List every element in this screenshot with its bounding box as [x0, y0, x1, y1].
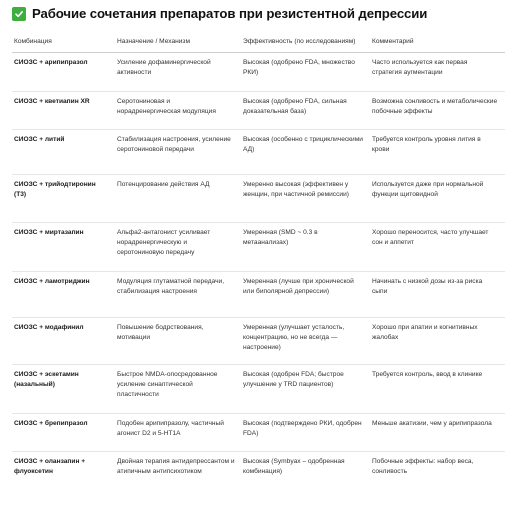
cell-efficacy: Высокая (одобрено FDA, сильная доказательная база) — [241, 91, 370, 129]
column-header-comment: Комментарий — [370, 30, 505, 53]
cell-mechanism: Повышение бодрствования, мотивации — [115, 317, 241, 364]
column-header-combination: Комбинация — [12, 30, 115, 53]
combinations-table — [12, 30, 505, 499]
cell-efficacy: Высокая (одобрен FDA; быстрое улучшение у TRD пациентов) — [241, 364, 370, 413]
check-box-icon — [12, 7, 26, 21]
cell-combination: СИОЗС + брепипразол — [12, 413, 115, 451]
cell-combination: СИОЗС + кветиапин XR — [12, 91, 115, 129]
cell-comment: Часто используется как первая стратегия аугментации — [370, 52, 505, 91]
table-row — [12, 451, 505, 499]
cell-mechanism: Альфа2-антагонист усиливает норадренергическую и серотониновую передачу — [115, 222, 241, 271]
table-row — [12, 174, 505, 222]
cell-efficacy: Умеренная (лучше при хронической или биполярной депрессии) — [241, 271, 370, 317]
cell-mechanism: Быстрое NMDA-опосредованное усиление синаптической пластичности — [115, 364, 241, 413]
title-row — [12, 0, 505, 22]
cell-mechanism: Двойная терапия антидепрессантом и атипичным антипсихотиком — [117, 457, 235, 475]
cell-combination: СИОЗС + эскетамин (назальный) — [12, 364, 115, 413]
cell-combination: СИОЗС + модафинил — [12, 317, 115, 364]
cell-mechanism: Стабилизация настроения, усиление серотониновой передачи — [115, 129, 241, 174]
cell-comment: Побочные эффекты: набор веса, сонливость — [372, 457, 474, 475]
cell-mechanism: Серотониновая и норадренергическая модуляция — [115, 91, 241, 129]
cell-efficacy: Высокая (особенно с трициклическими АД) — [241, 129, 370, 174]
cell-comment: Меньше акатизии, чем у арипипразола — [370, 413, 505, 451]
cell-combination: СИОЗС + оланзапин + флуоксетин — [14, 457, 86, 475]
table-row — [12, 222, 505, 271]
cell-efficacy: Умеренная (SMD ~ 0.3 в метаанализах) — [241, 222, 370, 271]
cell-efficacy: Умеренно высокая (эффективен у женщин, при частичной ремиссии) — [241, 174, 370, 222]
cell-mechanism: Усиление дофаминергической активности — [115, 52, 241, 91]
cell-comment: Возможна сонливость и метаболические побочные эффекты — [370, 91, 505, 129]
page-title: Рабочие сочетания препаратов при резистентной депрессии — [32, 6, 428, 21]
cell-comment: Начинать с низкой дозы из-за риска сыпи — [370, 271, 505, 317]
cell-combination: СИОЗС + трийодтиронин (Т3) — [12, 174, 115, 222]
table-row — [12, 271, 505, 317]
cell-efficacy: Умеренная (улучшает усталость, концентрацию, но не всегда — настроение) — [241, 317, 370, 364]
table-row — [12, 317, 505, 364]
table-row — [12, 52, 505, 91]
cell-combination: СИОЗС + ламотриджин — [12, 271, 115, 317]
cell-combination: СИОЗС + миртазапин — [12, 222, 115, 271]
table-row — [12, 91, 505, 129]
cell-efficacy: Высокая (одобрено FDA, множество РКИ) — [241, 52, 370, 91]
column-header-efficacy: Эффективность (по исследованиям) — [241, 30, 370, 53]
cell-comment: Используется даже при нормальной функции щитовидной — [370, 174, 505, 222]
cell-efficacy: Высокая (подтверждено РКИ, одобрен FDA) — [241, 413, 370, 451]
cell-combination: СИОЗС + арипипразол — [12, 52, 115, 91]
table-row — [12, 129, 505, 174]
table-row — [12, 364, 505, 413]
column-header-mechanism: Назначение / Механизм — [115, 30, 241, 53]
cell-comment: Хорошо при апатии и когнитивных жалобах — [370, 317, 505, 364]
cell-mechanism: Модуляция глутаматной передачи, стабилизация настроения — [115, 271, 241, 317]
table-header-row — [12, 30, 505, 53]
cell-mechanism: Потенцирование действия АД — [115, 174, 241, 222]
table-row — [12, 413, 505, 451]
cell-comment: Требуется контроль, ввод в клинике — [370, 364, 505, 413]
cell-efficacy: Высокая (Symbyax – одобренная комбинация) — [243, 457, 345, 475]
cell-combination: СИОЗС + литий — [12, 129, 115, 174]
cell-mechanism: Подобен арипипразолу, частичный агонист D2 и 5-HT1A — [115, 413, 241, 451]
cell-comment: Требуется контроль уровня лития в крови — [370, 129, 505, 174]
cell-comment: Хорошо переносится, часто улучшает сон и аппетит — [370, 222, 505, 271]
